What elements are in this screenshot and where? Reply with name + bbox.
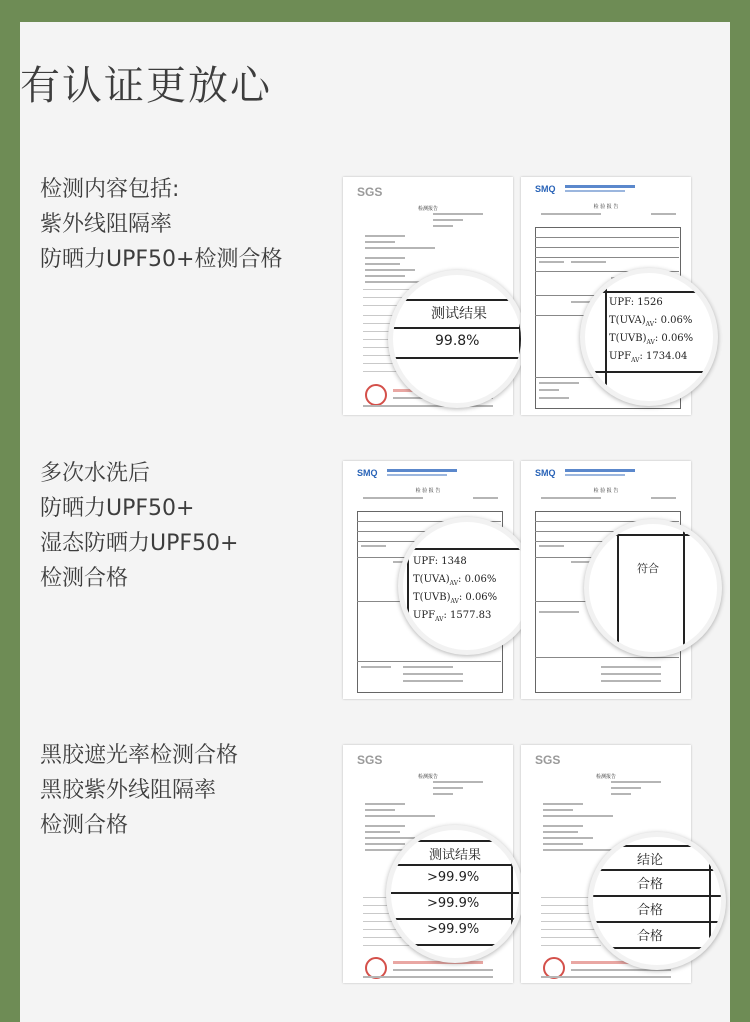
report-title: 检测报告 (417, 774, 438, 780)
zoom-uvb: $T(UVB)_{AV}$: 0.06% (609, 333, 694, 346)
sgs-logo: SGS (357, 753, 383, 767)
zoom-value: >99.9% (427, 922, 480, 937)
zoom-header: 测试结果 (431, 306, 487, 322)
smq-logo: SMQ (535, 184, 556, 194)
sgs-logo: SGS (357, 185, 383, 199)
report-title: 检 验 报 告 (593, 488, 619, 494)
section-2-line: 湿态防晒力UPF50+ (40, 531, 239, 556)
zoom-result: 符合 (637, 562, 659, 575)
section-2-line: 检测合格 (40, 566, 129, 591)
zoom-value: 合格 (637, 903, 664, 918)
section-2-line: 防晒力UPF50+ (40, 496, 195, 521)
zoom-upfav: $UPF_{AV}$: 1734.04 (609, 351, 688, 364)
section-1-line: 检测内容包括: (40, 177, 180, 202)
section-3-line: 检测合格 (40, 813, 129, 838)
page-title: 有认证更放心 (20, 63, 272, 109)
zoom-uva: $T(UVA)_{AV}$: 0.06% (609, 315, 693, 328)
zoom-value: 合格 (637, 929, 664, 944)
section-2-line: 多次水洗后 (40, 461, 151, 486)
zoom-value: 合格 (637, 877, 664, 892)
magnifier-zoom (398, 517, 536, 655)
report-title: 检 验 报 告 (593, 204, 619, 210)
zoom-header: 测试结果 (429, 848, 482, 863)
section-1-text (40, 172, 282, 277)
zoom-uva: $T(UVA)_{AV}$: 0.06% (413, 574, 497, 587)
zoom-uvb: $T(UVB)_{AV}$: 0.06% (413, 592, 498, 605)
magnifier-zoom (588, 832, 726, 970)
section-1-line: 防晒力UPF50+检测合格 (40, 247, 283, 272)
zoom-header: 结论 (637, 853, 664, 868)
zoom-upf: UPF: 1348 (413, 556, 467, 567)
magnifier-zoom (386, 825, 524, 963)
zoom-value: >99.9% (427, 870, 480, 885)
smq-logo: SMQ (535, 468, 556, 478)
section-1-line: 紫外线阻隔率 (40, 212, 173, 237)
zoom-upfav: $UPF_{AV}$: 1577.83 (413, 610, 492, 623)
section-3-text (40, 738, 238, 843)
report-title: 检 验 报 告 (415, 488, 441, 494)
zoom-value: >99.9% (427, 896, 480, 911)
red-stamp-icon (365, 384, 387, 406)
report-title: 检测报告 (417, 206, 438, 212)
magnifier-zoom (584, 519, 722, 657)
section-3-line: 黑胶遮光率检测合格 (40, 743, 239, 768)
magnifier-zoom (580, 268, 718, 406)
magnifier-zoom (388, 270, 526, 408)
smq-logo: SMQ (357, 468, 378, 478)
section-3-line: 黑胶紫外线阻隔率 (40, 778, 217, 803)
report-title: 检测报告 (595, 774, 616, 780)
zoom-value: 99.8% (435, 333, 480, 349)
zoom-upf: UPF: 1526 (609, 297, 663, 308)
sgs-logo: SGS (535, 753, 561, 767)
section-2-text (40, 456, 238, 596)
